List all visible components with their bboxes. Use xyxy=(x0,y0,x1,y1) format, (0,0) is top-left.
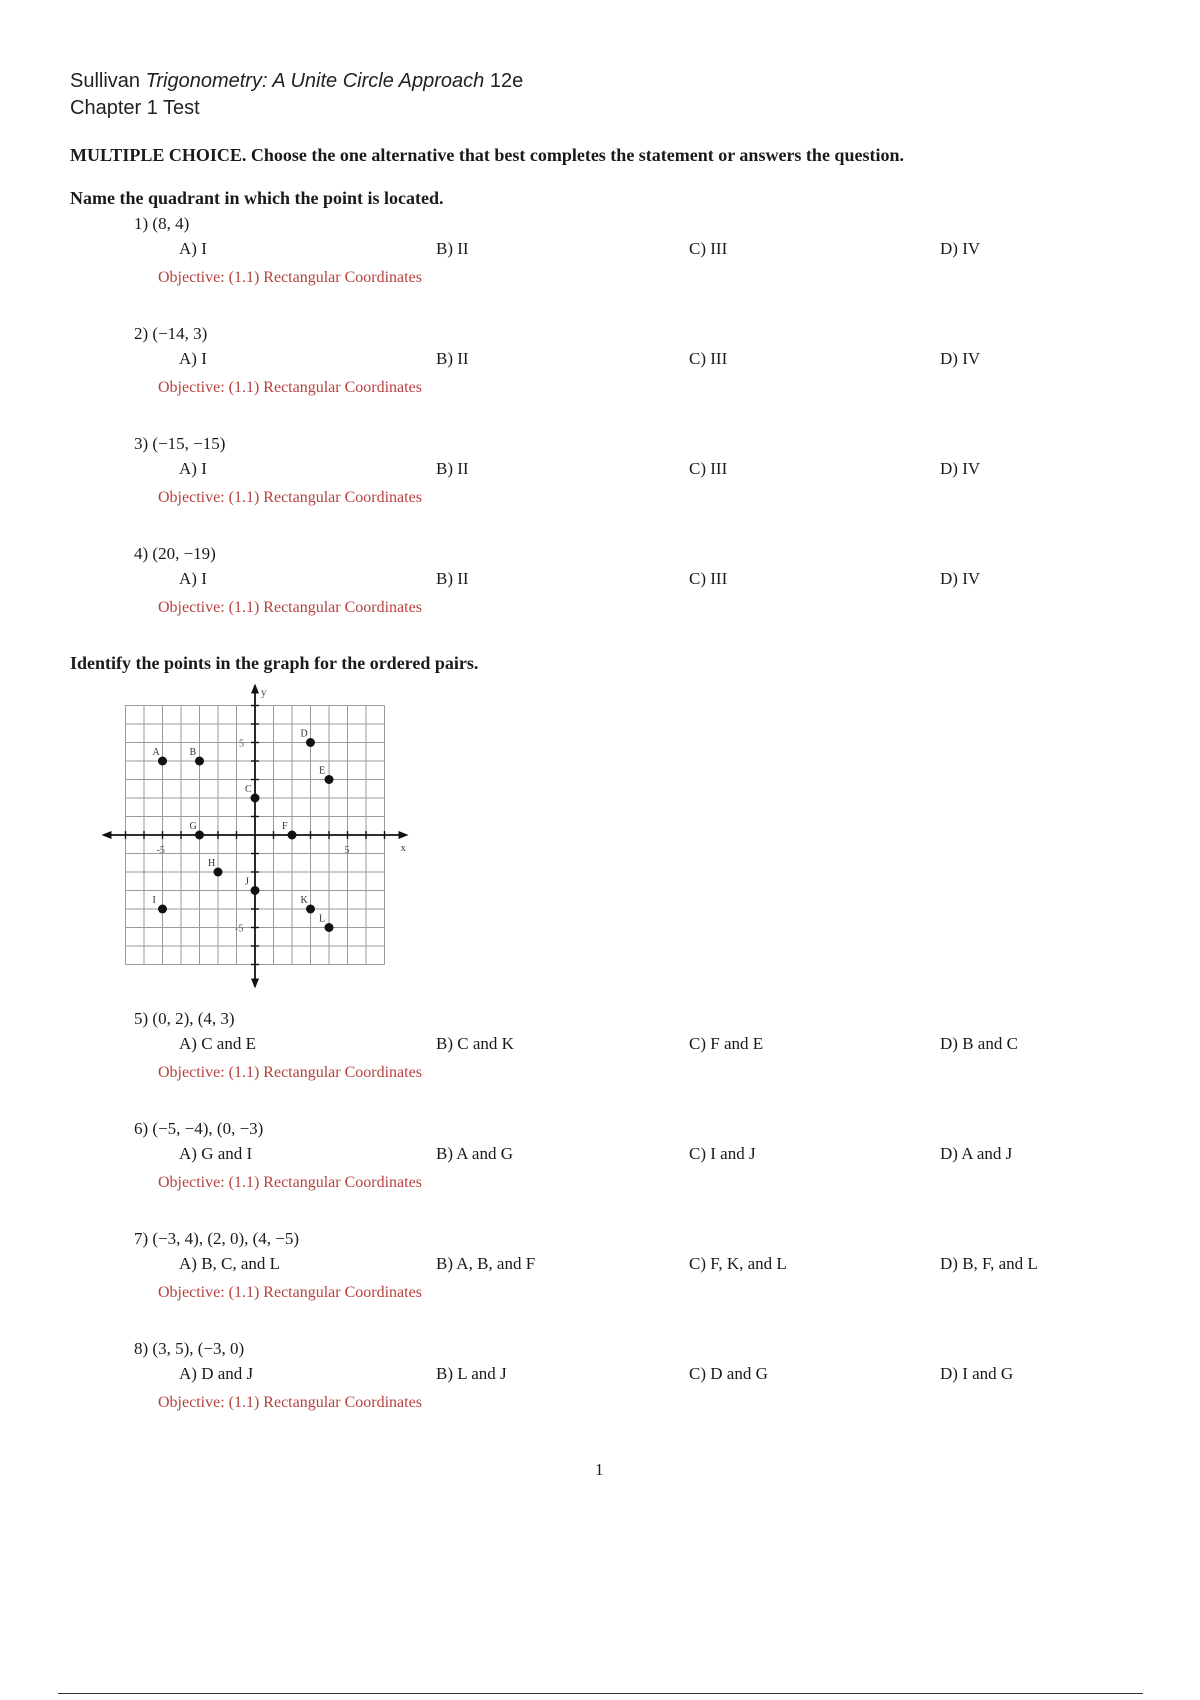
point-c xyxy=(251,794,260,803)
objective: Objective: (1.1) Rectangular Coordinates xyxy=(158,1064,422,1081)
point-label-d: D xyxy=(300,728,308,740)
objective: Objective: (1.1) Rectangular Coordinates xyxy=(158,1284,422,1301)
point-b xyxy=(195,757,204,766)
objective: Objective: (1.1) Rectangular Coordinates xyxy=(158,379,422,396)
choice-b: B) C and K xyxy=(436,1034,514,1053)
choice-a: A) I xyxy=(179,459,207,478)
point-label-i: I xyxy=(152,895,156,906)
choice-d: D) IV xyxy=(940,569,981,588)
choice-d: D) IV xyxy=(940,459,981,478)
choice-d: D) IV xyxy=(940,239,981,258)
tick-label-y-neg: -5 xyxy=(235,923,244,935)
question-prompt: 8) (3, 5), (−3, 0) xyxy=(134,1339,245,1358)
choice-d: D) IV xyxy=(940,349,981,368)
choice-b: B) II xyxy=(436,349,469,368)
question-7 xyxy=(134,1229,1094,1309)
y-axis-label: y xyxy=(261,686,267,699)
point-label-e: E xyxy=(319,765,326,777)
plotted-points xyxy=(153,729,334,933)
book-title-line xyxy=(70,70,523,93)
choice-b: B) II xyxy=(436,459,469,478)
choice-a: A) I xyxy=(179,239,207,258)
coordinate-graph xyxy=(100,680,420,990)
choice-a: A) D and J xyxy=(179,1364,254,1383)
choice-c: C) F, K, and L xyxy=(689,1254,787,1273)
question-1 xyxy=(134,214,1094,294)
question-8 xyxy=(134,1339,1094,1419)
choice-d: D) B and C xyxy=(940,1034,1018,1053)
choice-d: D) I and G xyxy=(940,1364,1014,1383)
point-label-k: K xyxy=(300,895,308,906)
question-prompt: 1) (8, 4) xyxy=(134,214,190,233)
question-prompt: 6) (−5, −4), (0, −3) xyxy=(134,1119,264,1138)
point-label-j: J xyxy=(245,876,249,888)
choice-b: B) A, B, and F xyxy=(436,1254,536,1273)
point-label-b: B xyxy=(189,747,197,758)
y-axis-arrow-down xyxy=(251,979,259,989)
choice-a: A) I xyxy=(179,569,207,588)
author: Sullivan xyxy=(70,70,141,92)
question-5 xyxy=(134,1009,1094,1089)
book-title: Trigonometry: A Unite Circle Approach xyxy=(145,70,485,92)
x-axis-arrow-left xyxy=(102,831,112,839)
point-e xyxy=(325,775,334,784)
objective: Objective: (1.1) Rectangular Coordinates xyxy=(158,1174,422,1191)
choice-d: D) B, F, and L xyxy=(940,1254,1038,1273)
point-label-c: C xyxy=(245,784,252,795)
section-heading-quadrant: Name the quadrant in which the point is located. xyxy=(70,188,444,208)
question-2 xyxy=(134,324,1094,404)
choice-c: C) D and G xyxy=(689,1364,768,1383)
choice-c: C) I and J xyxy=(689,1144,756,1163)
choice-c: C) III xyxy=(689,569,728,588)
question-prompt: 2) (−14, 3) xyxy=(134,324,208,343)
choice-b: B) A and G xyxy=(436,1144,513,1163)
choice-b: B) II xyxy=(436,239,469,258)
point-j xyxy=(251,886,260,895)
footer-rule xyxy=(58,1693,1143,1694)
choice-a: A) B, C, and L xyxy=(179,1254,281,1273)
choice-c: C) III xyxy=(689,459,728,478)
point-label-l: L xyxy=(319,913,326,925)
axes xyxy=(102,684,409,989)
edition: 12e xyxy=(489,70,524,92)
point-f xyxy=(288,831,297,840)
choice-a: A) G and I xyxy=(179,1144,253,1163)
question-prompt: 7) (−3, 4), (2, 0), (4, −5) xyxy=(134,1229,300,1248)
section-heading-graph: Identify the points in the graph for the ordered pairs. xyxy=(70,653,479,673)
page-number: 1 xyxy=(595,1460,604,1479)
chapter-title: Chapter 1 Test xyxy=(70,97,200,119)
point-l xyxy=(325,923,334,932)
question-4 xyxy=(134,544,1094,624)
tick-label-x-neg: -5 xyxy=(156,845,165,856)
choice-d: D) A and J xyxy=(940,1144,1013,1163)
choice-b: B) II xyxy=(436,569,469,588)
objective: Objective: (1.1) Rectangular Coordinates xyxy=(158,489,422,506)
question-6 xyxy=(134,1119,1094,1199)
question-prompt: 3) (−15, −15) xyxy=(134,434,226,453)
instructions: MULTIPLE CHOICE. Choose the one alternative that best completes the statement or answers the question. xyxy=(70,145,904,165)
tick-label-x-pos: 5 xyxy=(344,845,350,856)
point-label-f: F xyxy=(282,821,288,832)
x-axis-arrow-right xyxy=(399,831,409,839)
question-prompt: 4) (20, −19) xyxy=(134,544,216,563)
question-prompt: 5) (0, 2), (4, 3) xyxy=(134,1009,235,1028)
y-axis-arrow-up xyxy=(251,684,259,694)
tick-label-y-pos: 5 xyxy=(239,738,244,750)
point-label-a: A xyxy=(152,747,160,758)
choice-a: A) I xyxy=(179,349,207,368)
objective: Objective: (1.1) Rectangular Coordinates xyxy=(158,599,422,616)
objective: Objective: (1.1) Rectangular Coordinates xyxy=(158,1394,422,1411)
choice-c: C) III xyxy=(689,349,728,368)
point-i xyxy=(158,905,167,914)
choice-b: B) L and J xyxy=(436,1364,507,1383)
choice-c: C) F and E xyxy=(689,1034,764,1053)
question-3 xyxy=(134,434,1094,514)
choice-c: C) III xyxy=(689,239,728,258)
point-label-h: H xyxy=(208,858,216,869)
choice-a: A) C and E xyxy=(179,1034,256,1053)
x-axis-label: x xyxy=(400,842,406,854)
objective: Objective: (1.1) Rectangular Coordinates xyxy=(158,269,422,286)
point-label-g: G xyxy=(189,821,197,832)
